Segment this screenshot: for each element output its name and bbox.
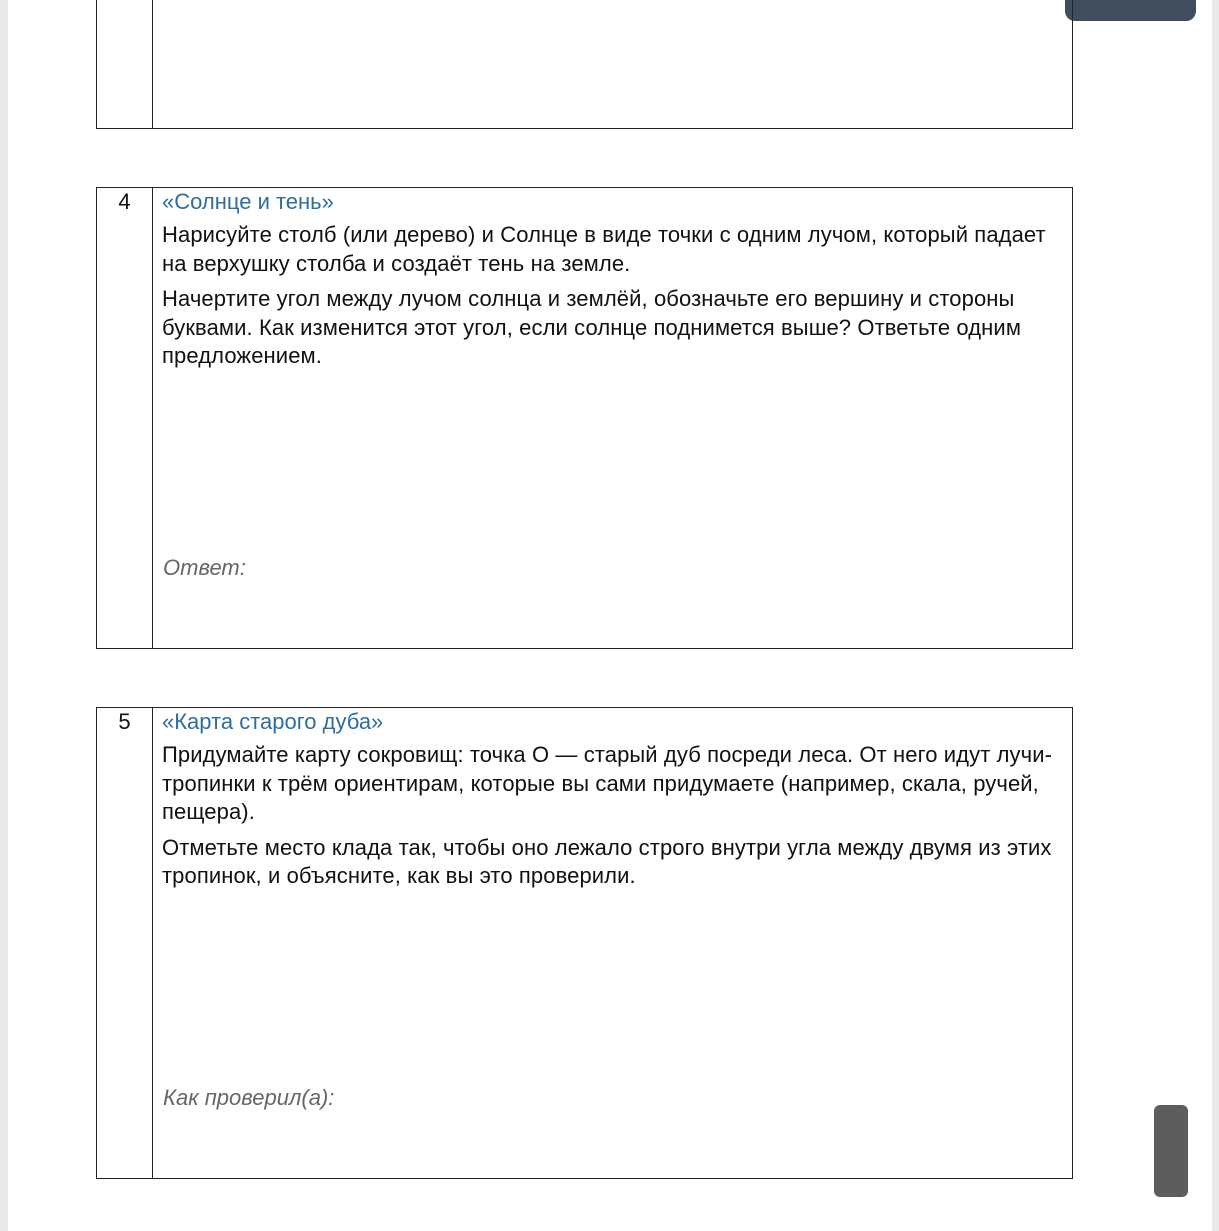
task-title: «Карта старого дуба» [162, 709, 384, 734]
task-content [153, 0, 1072, 128]
scrollbar-thumb[interactable] [1152, 1103, 1190, 1199]
task-number: 4 [97, 188, 153, 648]
task-content [153, 188, 1072, 648]
task-paragraph: Придумайте карту сокровищ: точка О — старый дуб посреди леса. От него идут лучи-тропинки к трём ориентирам, которые вы сами придумаете (например, скала, ручей, пещера). [162, 742, 1053, 824]
answer-label: Как проверил(а): [163, 1085, 335, 1110]
task-paragraph: Начертите угол между лучом солнца и землёй, обозначьте его вершину и стороны буквами. Как изменится этот угол, если солнце поднимется выше? Ответьте одним предложением. [162, 286, 1022, 368]
task-content [153, 708, 1072, 1178]
answer-label: Ответ: [163, 555, 246, 580]
task-title: «Солнце и тень» [162, 189, 334, 214]
task-table-3 [96, 0, 1073, 129]
task-paragraph: Отметьте место клада так, чтобы оно лежало строго внутри угла между двумя из этих тропинок, и объясните, как вы это проверили. [162, 834, 1052, 888]
task-table-4 [96, 187, 1073, 649]
task-number [97, 0, 153, 128]
toolbar-tab[interactable] [1065, 0, 1196, 21]
task-number: 5 [97, 708, 153, 1178]
task-paragraph: Нарисуйте столб (или дерево) и Солнце в виде точки с одним лучом, который падает на верхушку столба и создаёт тень на земле. [162, 222, 1046, 276]
task-table-5 [96, 707, 1073, 1179]
